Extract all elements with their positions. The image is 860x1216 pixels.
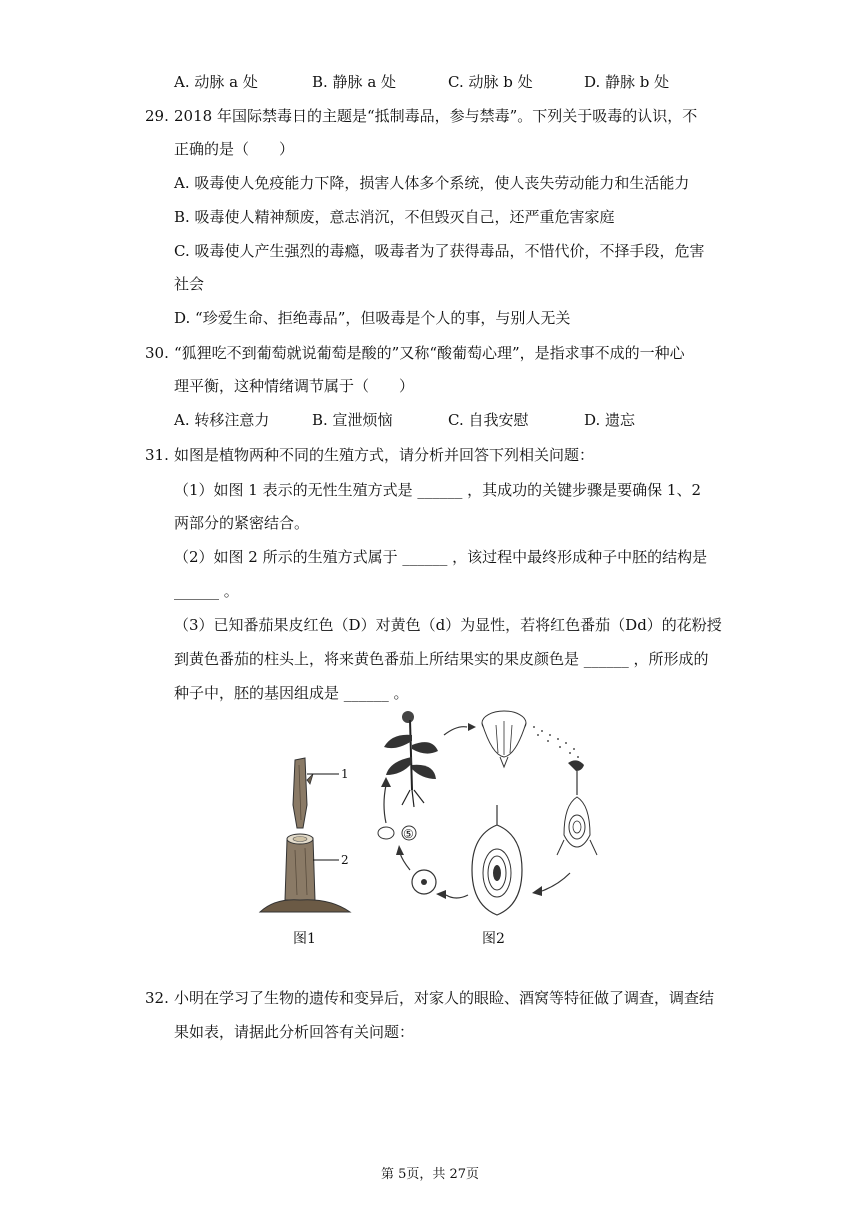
- ovary-drawing: [472, 805, 522, 915]
- figure-2-caption: 图2: [482, 931, 505, 947]
- q29-option-d: D. “珍爱生命、拒绝毒品”，但吸毒是个人的事，与别人无关: [174, 309, 571, 327]
- figure-1-grafting: [255, 750, 365, 915]
- tomato-plant-drawing: [384, 711, 438, 807]
- fig2-step-5: ⑤: [403, 827, 414, 841]
- q30-option-d: D. 遗忘: [584, 411, 636, 429]
- q31-sub2-line2: ______ 。: [174, 582, 239, 600]
- q28-option-b: B. 静脉 a 处: [312, 73, 397, 91]
- q30-option-b: B. 宣泄烦恼: [312, 411, 393, 429]
- q30-stem-line2: 理平衡，这种情绪调节属于（ ）: [174, 377, 415, 395]
- fig1-label-1: 1: [341, 767, 349, 781]
- fig1-label-2: 2: [341, 853, 349, 867]
- q31-stem: 如图是植物两种不同的生殖方式，请分析并回答下列相关问题：: [174, 446, 595, 464]
- q31-sub1-line2: 两部分的紧密结合。: [174, 514, 310, 532]
- q29-stem-line2: 正确的是（ ）: [174, 140, 295, 158]
- q28-option-d: D. 静脉 b 处: [584, 73, 670, 91]
- q29-option-a: A. 吸毒使人免疫能力下降，损害人体多个系统，使人丧失劳动能力和生活能力: [174, 174, 690, 192]
- q28-option-c: C. 动脉 b 处: [448, 73, 533, 91]
- q31-sub3-line2: 到黄色番茄的柱头上，将来黄色番茄上所结果实的果皮颜色是 ______ ，所形成的: [174, 650, 709, 668]
- q32-number: 32.: [145, 989, 169, 1007]
- q29-stem-line1: 2018 年国际禁毒日的主题是“抵制毒品，参与禁毒”。下列关于吸毒的认识，不: [174, 107, 698, 125]
- page-footer: 第 5页，共 27页: [380, 1167, 480, 1182]
- q30-stem-line1: “狐狸吃不到葡萄就说葡萄是酸的”又称“酸葡萄心理”，是指求事不成的一种心: [174, 344, 685, 362]
- pollen-dots: [533, 726, 579, 758]
- q29-number: 29.: [145, 107, 169, 125]
- q32-stem-line2: 果如表，请据此分析回答有关问题：: [174, 1023, 415, 1041]
- q31-sub2-line1: （2）如图 2 所示的生殖方式属于 ______ ，该过程中最终形成种子中胚的结构是: [174, 548, 708, 566]
- pistil-drawing: [557, 760, 597, 855]
- flower-drawing: [482, 711, 526, 767]
- q31-sub3-line1: （3）已知番茄果皮红色（D）对黄色（d）为显性，若将红色番茄（Dd）的花粉授: [174, 616, 722, 634]
- q29-option-c-line2: 社会: [174, 275, 205, 293]
- figure-2-life-cycle: [372, 705, 622, 925]
- q30-number: 30.: [145, 344, 169, 362]
- q30-option-a: A. 转移注意力: [174, 411, 270, 429]
- q31-number: 31.: [145, 446, 169, 464]
- q28-option-a: A. 动脉 a 处: [174, 73, 258, 91]
- q31-sub1-line1: （1）如图 1 表示的无性生殖方式是 ______ ，其成功的关键步骤是要确保 1、2: [174, 481, 702, 499]
- q29-option-b: B. 吸毒使人精神颓废，意志消沉，不但毁灭自己，还严重危害家庭: [174, 208, 615, 226]
- q29-option-c-line1: C. 吸毒使人产生强烈的毒瘾，吸毒者为了获得毒品，不惜代价，不择手段，危害: [174, 242, 705, 260]
- q31-sub3-line3: 种子中，胚的基因组成是 ______ 。: [174, 684, 409, 702]
- figure-1-caption: 图1: [293, 931, 316, 947]
- seed-drawing: [378, 827, 394, 839]
- q32-stem-line1: 小明在学习了生物的遗传和变异后，对家人的眼睑、酒窝等特征做了调查，调查结: [174, 989, 715, 1007]
- q30-option-c: C. 自我安慰: [448, 411, 529, 429]
